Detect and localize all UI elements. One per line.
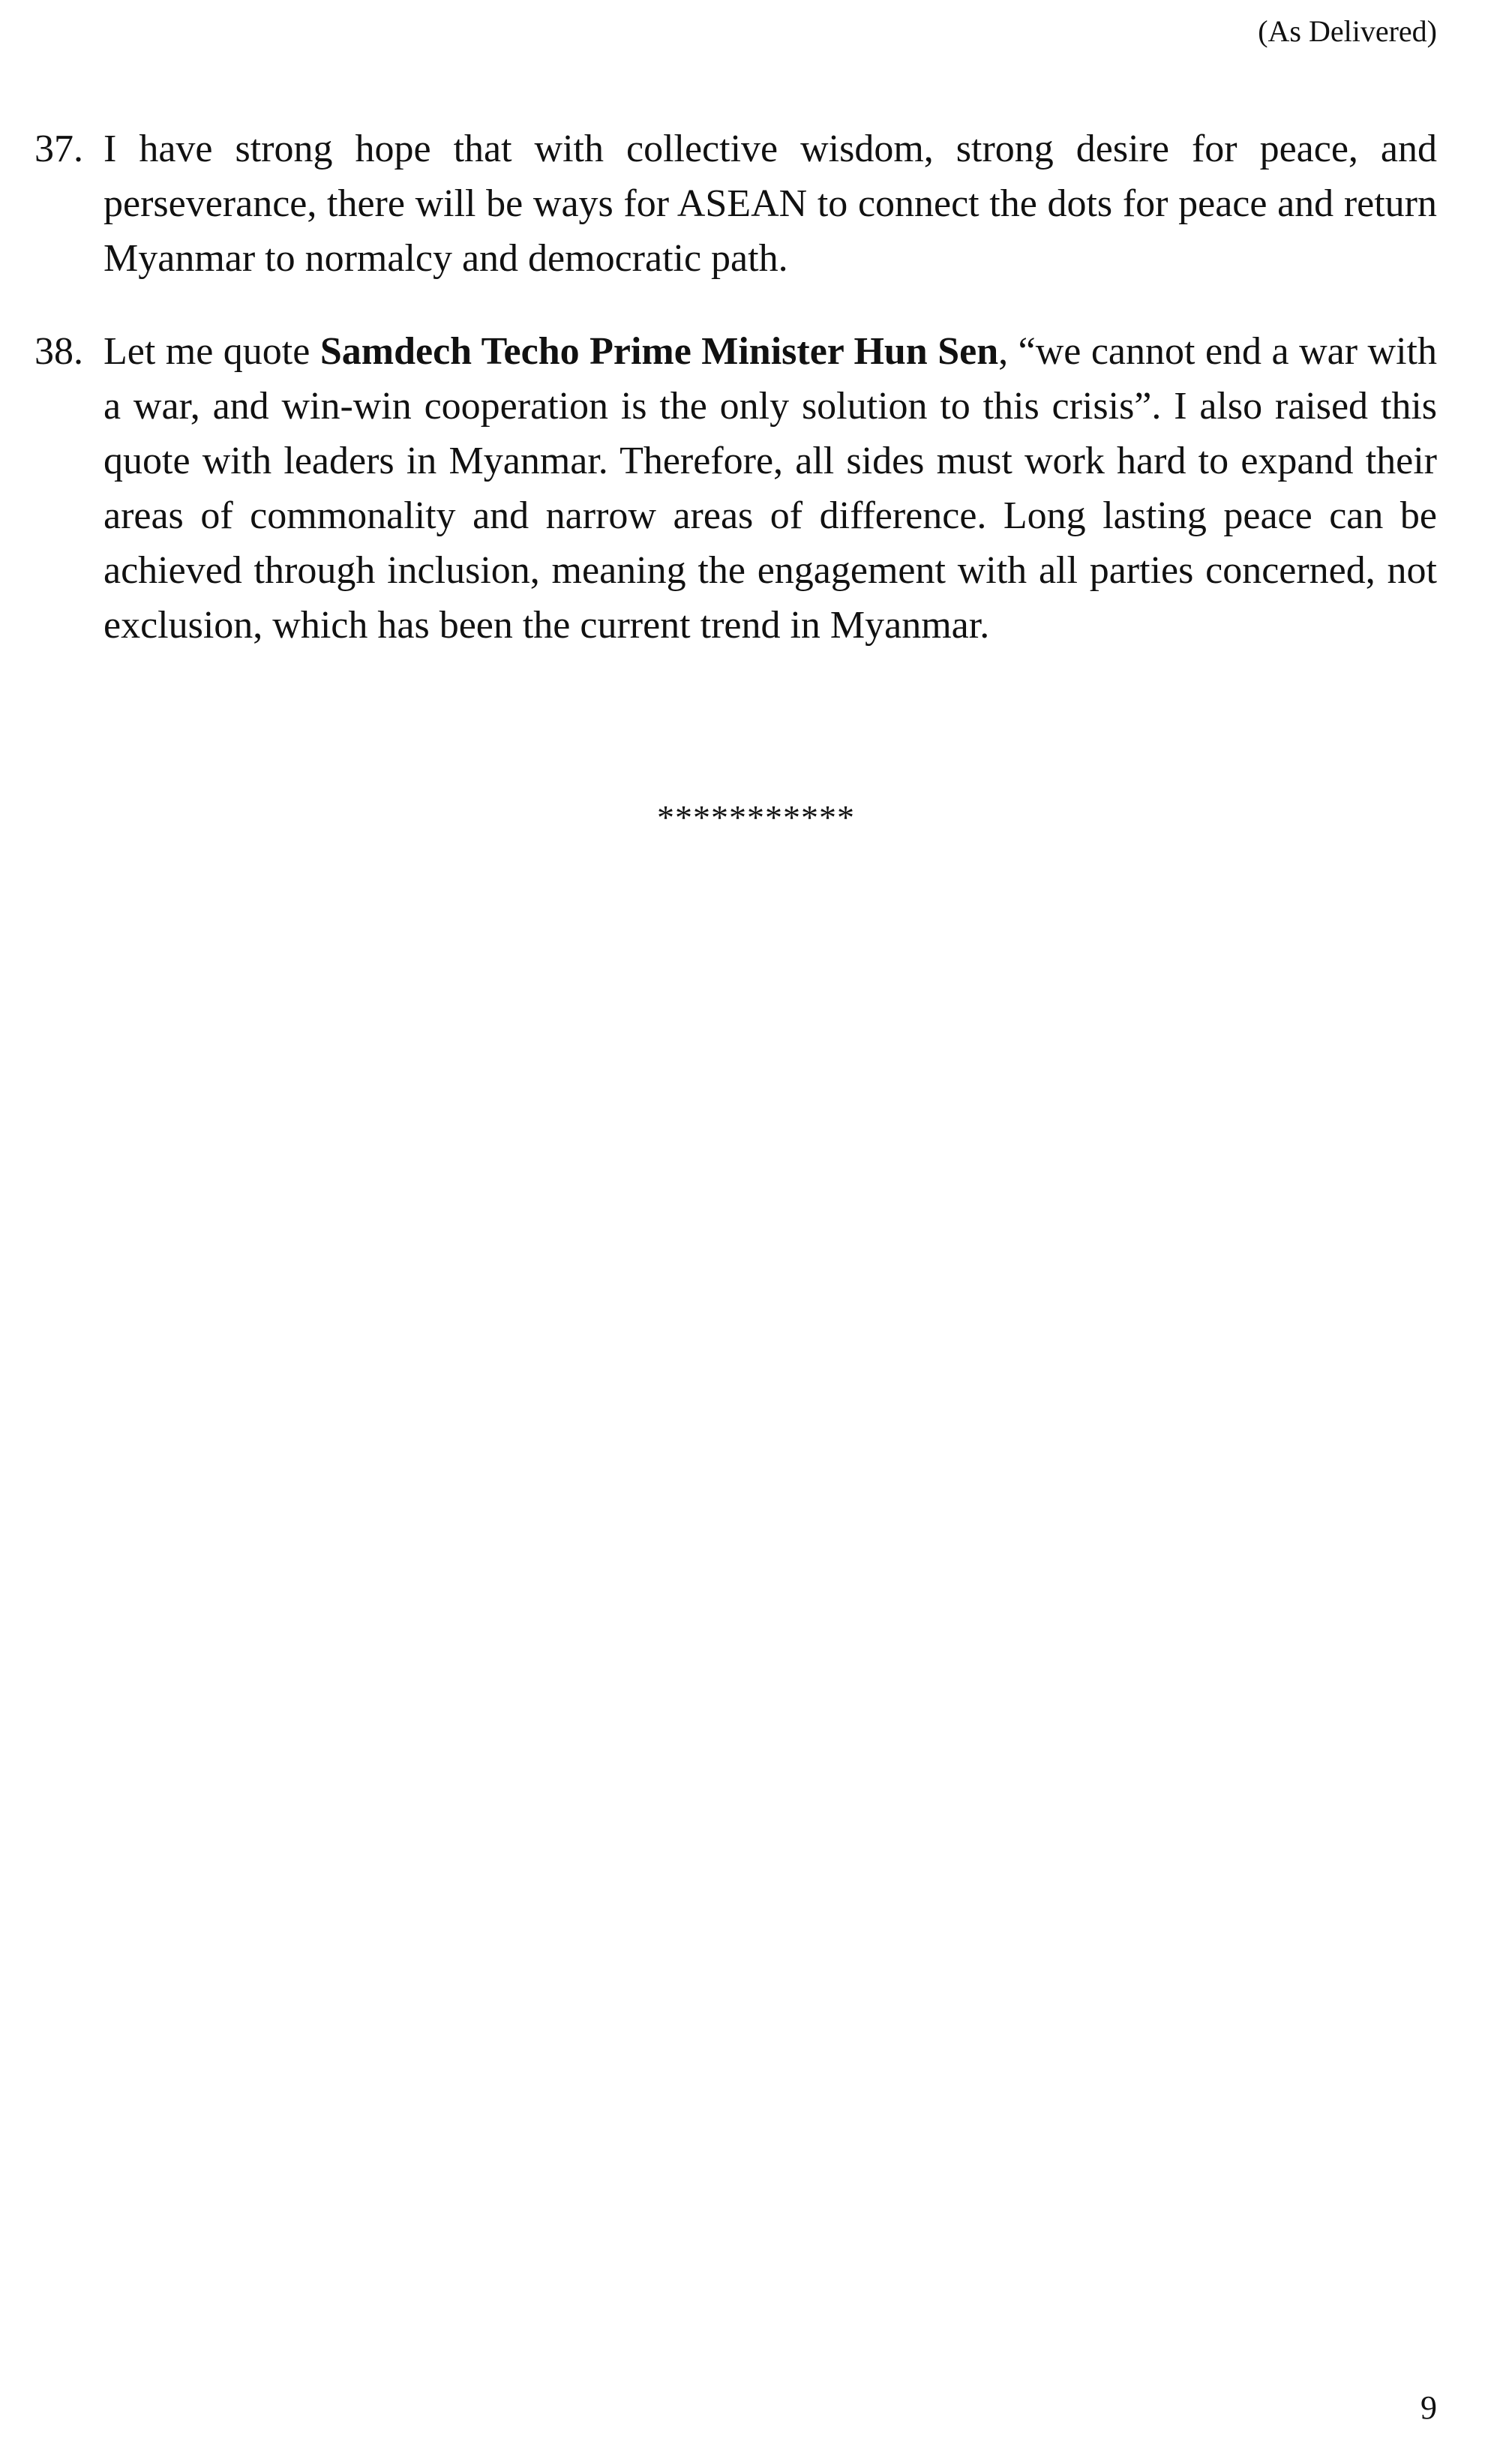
paragraph-number: 38. bbox=[34, 330, 83, 373]
header-note: (As Delivered) bbox=[1258, 14, 1437, 48]
section-separator: *********** bbox=[657, 798, 855, 836]
paragraph-text: I have strong hope that with collective wisdom, strong desire for peace, and perseverance, there will be ways for ASEAN to connect the dots for peace and return Myanmar to normalcy and democratic path. bbox=[104, 128, 1437, 280]
paragraph-text-rest: , “we cannot end a war with a war, and win-win cooperation is the only solution to this crisis”. I also raised this quote with leaders in Myanmar. Therefore, all sides must work hard to expand their areas of commonality and narrow areas of difference. Long lasting peace can be achieved through inclusion, meaning the engagement with all parties concerned, not exclusion, which has been the current trend in Myanmar. bbox=[104, 330, 1437, 647]
paragraph-number: 37. bbox=[34, 128, 83, 170]
paragraph-38 bbox=[34, 324, 1437, 653]
paragraph-text bbox=[104, 324, 1437, 653]
paragraph-37 bbox=[34, 122, 1437, 286]
page-number: 9 bbox=[1420, 2389, 1437, 2426]
paragraph-text-lead: Let me quote bbox=[104, 330, 320, 373]
quoted-leader-name: Samdech Techo Prime Minister Hun Sen bbox=[320, 330, 999, 373]
